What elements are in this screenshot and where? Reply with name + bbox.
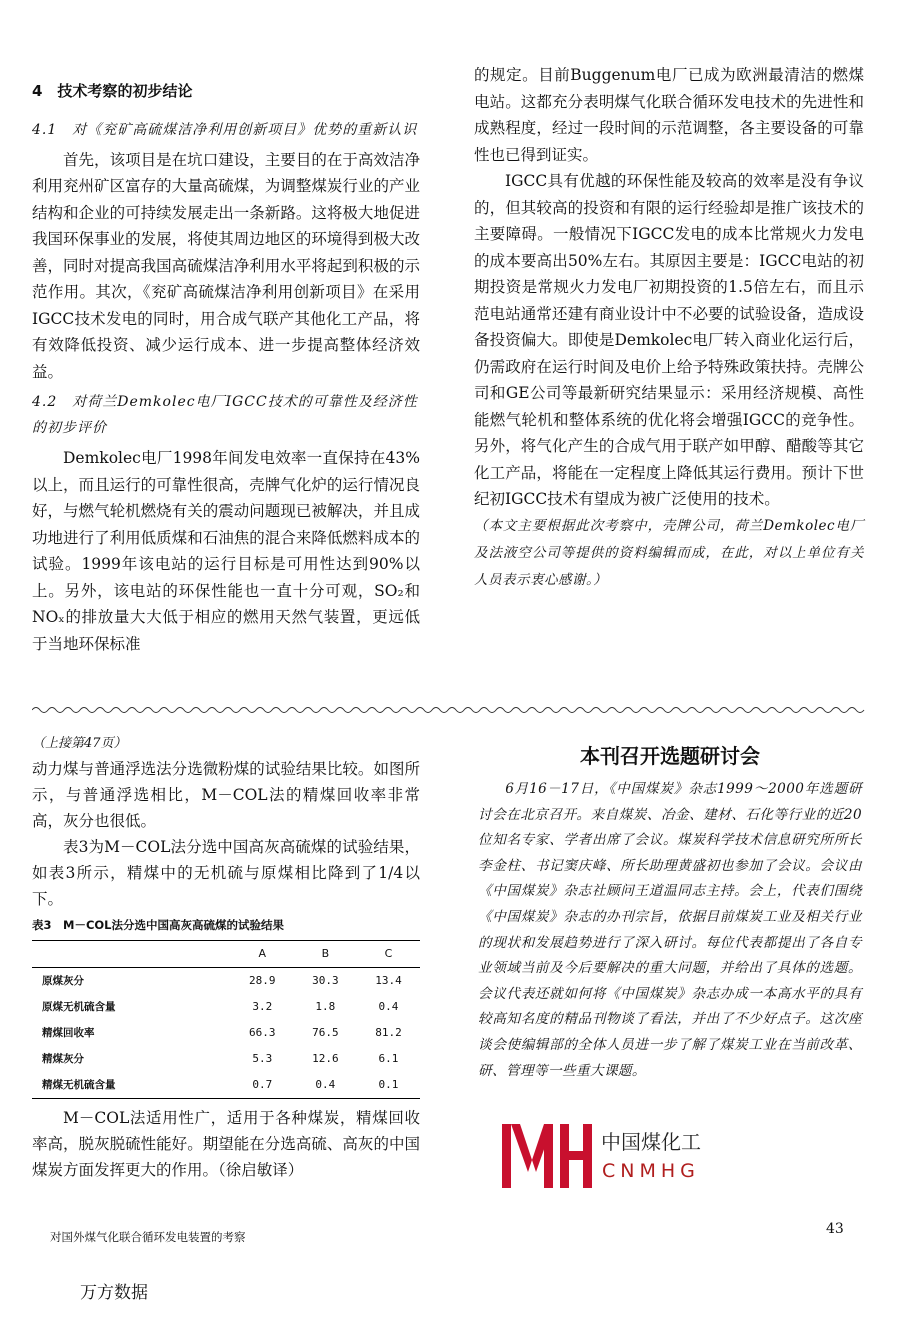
continued-paragraph-2: 表3为M－COL法分选中国高灰高硫煤的试验结果，如表3所示，精煤中的无机硫与原煤相比降到了1/4以下。 bbox=[32, 838, 420, 908]
news-body-container bbox=[478, 777, 862, 1084]
continued-label: （上接第47页） bbox=[32, 736, 127, 751]
section-heading-4: 4 技术考察的初步结论 bbox=[32, 82, 193, 100]
table-cell: 76.5 bbox=[312, 1026, 339, 1039]
table-cell: 5.3 bbox=[252, 1052, 273, 1065]
table-header-cell: C bbox=[384, 947, 393, 960]
paragraph-4-2: Demkolec电厂1998年间发电效率一直保持在43%以上，而且运行的可靠性很高，壳牌气化炉的运行情况良好，与燃气轮机燃烧有关的震动问题现已被解决，并且成功地进行了利用低质煤和石油焦的混合来降低燃料成本的试验。1999年该电站的运行目标是可用性达到90%以上。另外，该电站的环保性能也一直十分可观，SO₂和NOₓ的排放量大大低于相应的燃用天然气装置，更远低于当地环保标准 bbox=[32, 449, 420, 653]
running-title: 对国外煤气化联合循环发电装置的考察 bbox=[50, 1230, 246, 1244]
table-cell: 精煤无机硫含量 bbox=[42, 1079, 116, 1091]
table-header-cell bbox=[32, 941, 231, 968]
news-body: 6月16－17日，《中国煤炭》杂志1999～2000年选题研讨会在北京召开。来自煤炭、冶金、建材、石化等行业的近20位知名专家、学者出席了会议。煤炭科学技术信息研究所所长李金柱、书记窦庆峰、所长助理黄盛初也参加了会议。会议由《中国煤炭》杂志社顾问王道温同志主持。会上，代表们围绕《中国煤炭》杂志的办刊宗旨，依据目前煤炭工业及相关行业的现状和发展趋势进行了深入研讨。每位代表都提出了各自专业领域当前及今后要解决的重大问题，并给出了具体的选题。会议代表还就如何将《中国煤炭》杂志办成一本高水平的具有较高知名度的精品刊物谈了看法，并出了不少好点子。这次座谈会使编辑部的全体人员进一步了解了煤炭工业在当前改革、研、管理等一些重大课题。 bbox=[478, 781, 862, 1079]
left-column bbox=[32, 78, 420, 657]
logo-cn-text: 中国煤化工 bbox=[601, 1130, 701, 1154]
section-heading-4-2: 4.2 对荷兰Demkolec电厂IGCC技术的可靠性及经济性的初步评价 bbox=[32, 394, 418, 436]
table-cell: 30.3 bbox=[312, 974, 339, 987]
table-cell: 6.1 bbox=[378, 1052, 399, 1065]
table-cell: 原煤灰分 bbox=[42, 975, 84, 987]
page-number: 43 bbox=[826, 1221, 844, 1237]
paragraph-continued: 的规定。目前Buggenum电厂已成为欧洲最清洁的燃煤电站。这都充分表明煤气化联合循环发电技术的先进性和成熟程度，经过一段时间的示范调整，各主要设备的可靠性也已得到证实。 bbox=[474, 66, 864, 164]
table-cell: 81.2 bbox=[375, 1026, 402, 1039]
logo-en-text: CNMHG bbox=[602, 1160, 700, 1182]
table-cell: 28.9 bbox=[249, 974, 276, 987]
table-cell: 0.1 bbox=[378, 1078, 399, 1091]
table-cell: 3.2 bbox=[252, 1000, 273, 1013]
table-row bbox=[32, 1046, 420, 1072]
right-column bbox=[474, 62, 864, 594]
table-cell: 13.4 bbox=[375, 974, 402, 987]
table-cell: 12.6 bbox=[312, 1052, 339, 1065]
table-row bbox=[32, 968, 420, 995]
table-row bbox=[32, 1020, 420, 1046]
table-cell: 0.7 bbox=[252, 1078, 273, 1091]
table-cell: 精煤回收率 bbox=[42, 1027, 95, 1039]
table-cell: 66.3 bbox=[249, 1026, 276, 1039]
news-title: 本刊召开选题研讨会 bbox=[580, 744, 760, 768]
paragraph-4-1: 首先，该项目是在坑口建设，主要目的在于高效洁净利用兖州矿区富存的大量高硫煤，为调整煤炭行业的产业结构和企业的可持续发展走出一条新路。这将极大地促进我国环保事业的发展，将使其周边地区的环境得到极大改善，同时对提高我国高硫煤洁净利用水平将起到积极的示范作用。其次，《兖矿高硫煤洁净利用创新项目》在采用IGCC技术发电的同时，用合成气联产其他化工产品，将有效降低投资、减少运行成本、进一步提高整体经济效益。 bbox=[32, 150, 420, 381]
cnmhg-logo bbox=[498, 1120, 718, 1192]
wavy-divider bbox=[32, 705, 866, 715]
table-row bbox=[32, 1072, 420, 1099]
paragraph-igcc: IGCC具有优越的环保性能及较高的效率是没有争议的，但其较高的投资和有限的运行经验却是推广该技术的主要障碍。一般情况下IGCC发电的成本比常规火力发电的成本要高出50%左右。其原因主要是：IGCC电站的初期投资是常规火力发电厂初期投资的1.5倍左右，而且示范电站通常还建有商业设计中不必要的试验设备，造成设备投资偏大。即使是Demkolec电厂转入商业化运行后，仍需政府在运行时间及电价上给予特殊政策扶持。壳牌公司和GE公司等最新研究结果显示：采用经济规模、高性能燃气轮机和整体系统的优化将会增强IGCC的竞争性。另外，将气化产生的合成气用于联产如甲醇、醋酸等其它化工产品，将能在一定程度上降低其运行费用。预计下世纪初IGCC技术有望成为被广泛使用的技术。 bbox=[474, 172, 864, 508]
source-watermark: 万方数据 bbox=[80, 1283, 148, 1303]
table-cell: 0.4 bbox=[378, 1000, 399, 1013]
table-cell: 原煤无机硫含量 bbox=[42, 1001, 116, 1013]
continued-paragraph-3: M－COL法适用性广，适用于各种煤炭，精煤回收率高，脱灰脱硫性能好。期望能在分选高硫、高灰的中国煤炭方面发挥更大的作用。（徐启敏译） bbox=[32, 1109, 420, 1179]
table-cell: 1.8 bbox=[315, 1000, 336, 1013]
table-cell: 精煤灰分 bbox=[42, 1053, 84, 1065]
table-header-row bbox=[32, 941, 420, 968]
table-caption: 表3 M－COL法分选中国高灰高硫煤的试验结果 bbox=[32, 918, 284, 932]
table-header-cell: A bbox=[258, 947, 267, 960]
acknowledgement-note: （本文主要根据此次考察中，壳牌公司，荷兰Demkolec电厂及法液空公司等提供的资料编辑而成，在此，对以上单位有关人员表示衷心感谢。） bbox=[474, 517, 864, 588]
results-table bbox=[32, 940, 420, 1099]
continued-paragraph-1: 动力煤与普通浮选法分选微粉煤的试验结果比较。如图所示，与普通浮选相比，M－COL法的精煤回收率非常高，灰分也很低。 bbox=[32, 760, 420, 830]
continued-article bbox=[32, 732, 420, 1183]
table-cell: 0.4 bbox=[315, 1078, 336, 1091]
section-heading-4-1: 4.1 对《兖矿高硫煤洁净利用创新项目》优势的重新认识 bbox=[32, 121, 418, 138]
table-row bbox=[32, 994, 420, 1020]
table-header-cell: B bbox=[321, 947, 330, 960]
mh-logo-mark bbox=[498, 1120, 598, 1192]
